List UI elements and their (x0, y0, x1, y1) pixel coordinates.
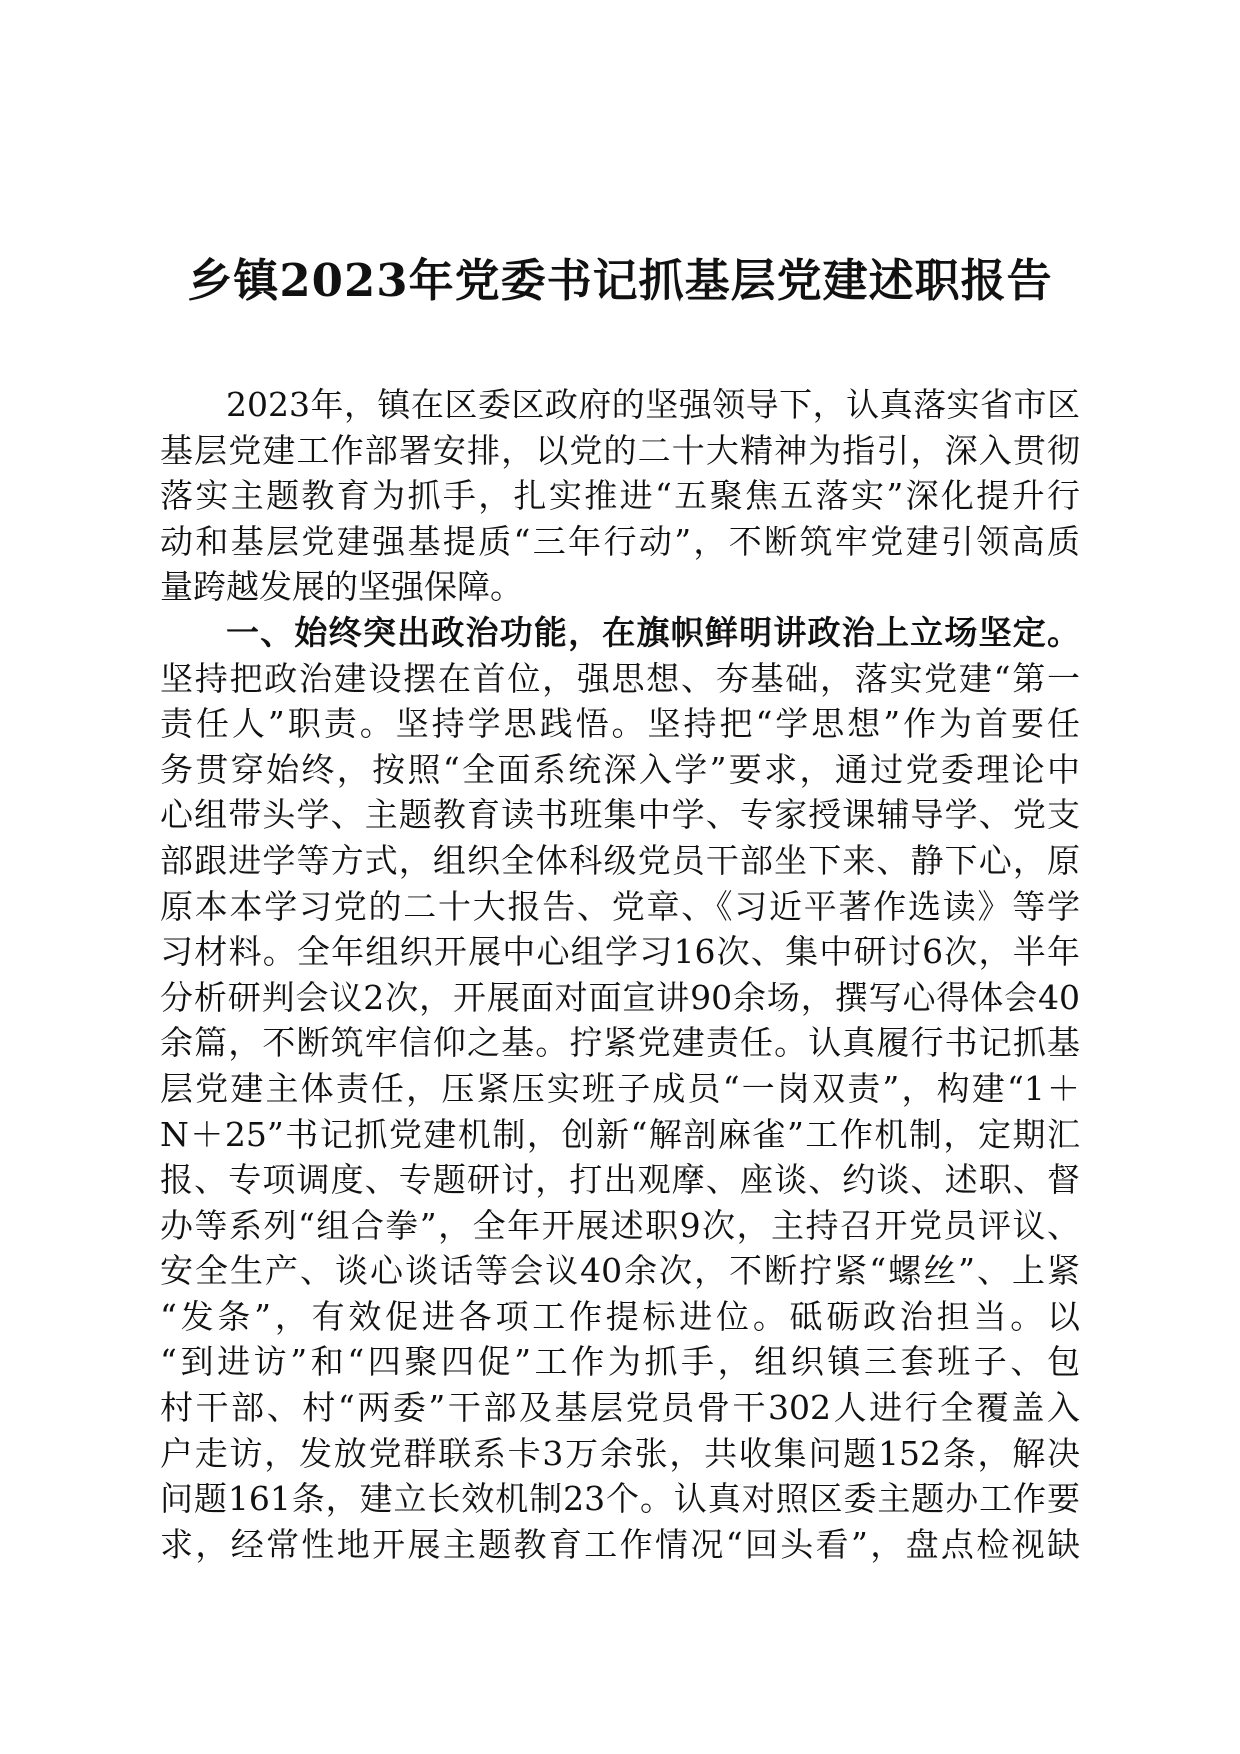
section-line: 报、专项调度、专题研讨，打出观摩、座谈、约谈、述职、督 (160, 1160, 1080, 1200)
intro-line: 动和基层党建强基提质“三年行动”，不断筑牢党建引领高质 (160, 521, 1080, 561)
section-one-paragraph (160, 610, 1080, 1567)
section-line: 务贯穿始终，按照“全面系统深入学”要求，通过党委理论中 (160, 749, 1080, 789)
intro-line: 落实主题教育为抓手，扎实推进“五聚焦五落实”深化提升行 (160, 476, 1080, 516)
section-line: 安全生产、谈心谈话等会议40余次，不断拧紧“螺丝”、上紧 (160, 1251, 1080, 1291)
section-line: 责任人”职责。坚持学思践悟。坚持把“学思想”作为首要任 (160, 704, 1080, 744)
intro-line: 2023年，镇在区委区政府的坚强领导下，认真落实省市区 (226, 385, 1080, 424)
section-line: 余篇，不断筑牢信仰之基。拧紧党建责任。认真履行书记抓基 (160, 1023, 1080, 1063)
section-line: 户走访，发放党群联系卡3万余张，共收集问题152条，解决 (160, 1433, 1080, 1473)
section-line: “到进访”和“四聚四促”工作为抓手，组织镇三套班子、包 (160, 1342, 1080, 1382)
section-line: 原本本学习党的二十大报告、党章、《习近平著作选读》等学 (160, 886, 1080, 926)
section-line: 心组带头学、主题教育读书班集中学、专家授课辅导学、党支 (160, 795, 1080, 835)
section-line: 村干部、村“两委”干部及基层党员骨干302人进行全覆盖入 (160, 1388, 1080, 1428)
section-line: 分析研判会议2次，开展面对面宣讲90余场，撰写心得体会40 (160, 977, 1080, 1017)
intro-line: 量跨越发展的坚强保障。 (160, 567, 523, 607)
section-heading: 一、始终突出政治功能，在旗帜鲜明讲政治上立场坚定。 (226, 612, 1080, 652)
section-line: N＋25”书记抓党建机制，创新“解剖麻雀”工作机制，定期汇 (160, 1114, 1080, 1154)
section-line: 部跟进学等方式，组织全体科级党员干部坐下来、静下心，原 (160, 840, 1080, 880)
section-line: 求，经常性地开展主题教育工作情况“回头看”，盘点检视缺 (160, 1524, 1080, 1564)
section-line: 办等系列“组合拳”，全年开展述职9次，主持召开党员评议、 (160, 1205, 1080, 1245)
section-line: 习材料。全年组织开展中心组学习16次、集中研讨6次，半年 (160, 932, 1080, 972)
section-line: “发条”，有效促进各项工作提标进位。砥砺政治担当。以 (160, 1296, 1080, 1336)
section-line: 问题161条，建立长效机制23个。认真对照区委主题办工作要 (160, 1479, 1080, 1519)
section-line: 坚持把政治建设摆在首位，强思想、夯基础，落实党建“第一 (160, 658, 1080, 698)
document-title: 乡镇2023年党委书记抓基层党建述职报告 (187, 254, 1053, 307)
section-line: 层党建主体责任，压紧压实班子成员“一岗双责”，构建“1＋ (160, 1068, 1080, 1108)
intro-line: 基层党建工作部署安排，以党的二十大精神为指引，深入贯彻 (160, 430, 1080, 470)
document-body (160, 382, 1080, 1567)
intro-paragraph (160, 382, 1080, 610)
